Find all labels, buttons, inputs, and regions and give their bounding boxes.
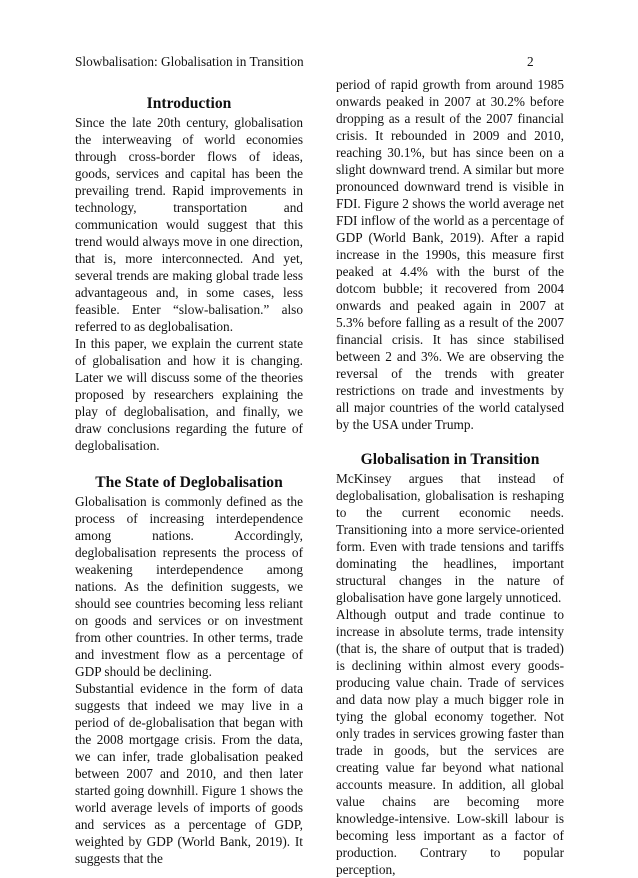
- introduction-paragraph-2: In this paper, we explain the current state of globalisation and how it is changing. Later we will discuss some of the theories proposed by researchers explaining the play of deglobalisation, and finally, we draw conclusions regarding the future of deglobalisation.: [75, 336, 303, 453]
- left-column: [75, 94, 303, 867]
- transition-heading: Globalisation in Transition: [360, 451, 540, 468]
- state-heading: The State of Deglobalisation: [95, 474, 283, 491]
- introduction-paragraph-1: Since the late 20th century, globalisation the interweaving of world economies through cross-border flows of ideas, goods, services and capital has been the prevailing trend. Rapid improvements in technology, transportation and communication would suggest that this trend would always move in one direction, that is, more interconnected. And yet, several trends are making global trade less advantageous and, in some cases, less feasible. Enter “slow-balisation.” also referred to as deglobalisation.: [75, 115, 303, 334]
- transition-paragraph-1: McKinsey argues that instead of deglobalisation, globalisation is reshaping to the current economic needs. Transitioning into a more service-oriented form. Even with trade tensions and tariffs dominating the headlines, important structural changes in the nature of globalisation have gone largely unnoticed.: [336, 471, 564, 605]
- running-title: Slowbalisation: Globalisation in Transition: [75, 54, 304, 69]
- state-paragraph-2: Substantial evidence in the form of data suggests that indeed we may live in a period of de-globalisation that began with the 2008 mortgage crisis. From the data, we can infer, trade globalisation peaked between 2007 and 2010, and then later started going downhill. Figure 1 shows the world average levels of imports of goods and services as a percentage of GDP, weighted by GDP (World Bank, 2019). It suggests that the: [75, 681, 303, 866]
- continuation-paragraph: period of rapid growth from around 1985 onwards peaked in 2007 at 30.2% before dropping as a result of the 2007 financial crisis. It rebounded in 2009 and 2010, reaching 30.1%, but has since been on a slight downward trend. A similar but more pronounced downward trend is visible in FDI. Figure 2 shows the world average net FDI inflow of the world as a percentage of GDP (World Bank, 2019). After a rapid increase in the 1990s, this measure first peaked at 4.4% with the burst of the dotcom bubble; it recovered from 2004 onwards and peaked again in 2007 at 5.3% before falling as a result of the 2007 financial crisis. It has since stabilised between 2 and 3%. We are observing the reversal of the trends with greater restrictions on trade and investments by all major countries of the world catalysed by the USA under Trump.: [336, 77, 564, 432]
- introduction-heading: Introduction: [146, 95, 232, 112]
- state-paragraph-1: Globalisation is commonly defined as the process of increasing interdependence among nations. Accordingly, deglobalisation represents the process of weakening interdependence among nations. As the definition suggests, we should see countries becoming less reliant on goods and services or on investment from other countries. In other terms, trade and investment flow as a percentage of GDP should be declining.: [75, 494, 303, 679]
- page-number: 2: [527, 54, 534, 69]
- transition-paragraph-2: Although output and trade continue to increase in absolute terms, trade intensity (that is, the share of output that is traded) is declining within almost every goods-producing value chain. Trade of services and data now play a much bigger role in tying the global economy together. Not only trades in services growing faster than trade in goods, but the services are creating value far beyond what national accounts measure. In addition, all global value chains are becoming more knowledge-intensive. Low-skill labour is becoming less important as a factor of production. Contrary to popular perception,: [336, 607, 564, 877]
- right-column: [336, 76, 564, 878]
